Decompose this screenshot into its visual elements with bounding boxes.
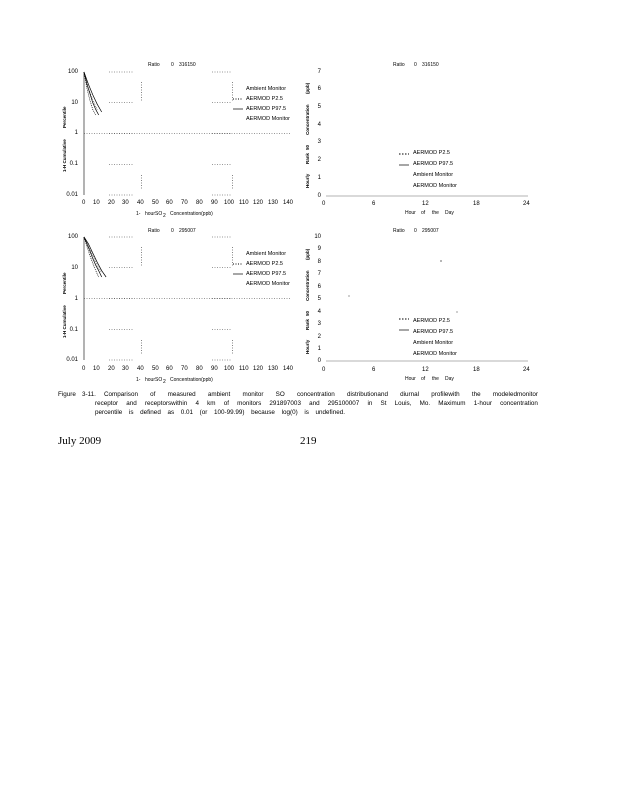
right-chart-2-title-value: 295007 (422, 228, 439, 234)
right-chart-2-xtick: 12 (422, 367, 429, 373)
caption-line-3 (58, 408, 345, 417)
left-chart-2-ytick: 0.01 (66, 357, 78, 363)
left-chart-1-xtick: 50 (152, 200, 159, 206)
left-chart-2-title-label: Ratio (148, 228, 160, 234)
caption-word: log(0) (281, 409, 298, 416)
left-chart-2-series-aermod-p975 (84, 237, 106, 277)
right-chart-1-xtick: 6 (372, 201, 376, 207)
caption-word: SO (275, 391, 285, 398)
caption-word: distributionand (346, 391, 388, 398)
right-chart-1-xtick: 18 (473, 201, 480, 207)
left-chart-2-legend-item: AERMOD Monitor (246, 281, 291, 287)
left-chart-2-title-value: 295007 (179, 228, 196, 234)
right-chart-2-ytick: 6 (317, 284, 321, 290)
right-chart-1-xlabel-part: Hour (405, 210, 416, 216)
caption-word: undefined. (315, 409, 345, 416)
right-chart-2-ytick: 8 (317, 259, 321, 265)
right-chart-2-ytick: 2 (317, 334, 321, 340)
caption-word: receptor (95, 400, 119, 407)
caption-word: Louis, (394, 400, 412, 407)
plot-layer (84, 72, 528, 361)
right-chart-1-ytick: 2 (317, 157, 321, 163)
right-chart-1-ytick: 7 (317, 69, 321, 75)
left-chart-1-xtick: 110 (239, 200, 249, 206)
right-chart-1-xtick: 12 (422, 201, 429, 207)
right-chart-1-ylabel-part: Hourly (305, 173, 310, 188)
caption-word: Mo. (419, 400, 431, 407)
right-chart-2-ylabel-part: Concentration (305, 270, 310, 301)
left-chart-2-ylabel-bottom: 1-H Cumulative (62, 305, 67, 338)
left-chart-2-xtick: 30 (122, 366, 129, 372)
right-chart-1-xlabel-part: of (421, 210, 426, 216)
right-chart-2-data-point (349, 296, 350, 297)
left-chart-2-xtick: 40 (137, 366, 144, 372)
left-chart-2-legend-item: Ambient Monitor (246, 251, 287, 257)
right-chart-2-ytick: 9 (317, 246, 321, 252)
left-chart-2-xlabel-part: 1- (136, 377, 141, 383)
right-chart-2-ylabel-part: (ppb) (305, 248, 310, 260)
left-chart-1-xtick: 10 (93, 200, 100, 206)
caption-word: percentile (95, 409, 123, 416)
caption-word: is (128, 409, 134, 416)
left-chart-1-ytick: 10 (71, 100, 78, 106)
left-chart-2-xtick: 140 (283, 366, 294, 372)
figure-caption (58, 390, 538, 417)
left-chart-2-ytick: 100 (67, 234, 78, 240)
caption-word: receptorswithin (144, 400, 188, 407)
left-chart-2-xtick: 110 (239, 366, 249, 372)
caption-word: 0.01 (180, 409, 194, 416)
right-chart-2-title-label: Ratio (393, 228, 405, 234)
right-chart-1-legend-item: Ambient Monitor (413, 172, 454, 178)
left-chart-1-xtick: 120 (253, 200, 264, 206)
right-chart-1-legend-item: AERMOD P97.5 (413, 161, 454, 167)
left-chart-1-xtick: 140 (283, 200, 294, 206)
left-chart-1-ytick: 0.1 (69, 161, 78, 167)
right-chart-1-ylabel-part: Rank (305, 152, 310, 164)
left-chart-2-title-sep: 0 (171, 228, 174, 234)
left-chart-1-xtick: 0 (82, 200, 86, 206)
right-chart-2-ytick: 0 (317, 358, 321, 364)
left-chart-1-ytick: 1 (74, 130, 78, 136)
caption-word: 295100007 (327, 400, 360, 407)
left-chart-2-ytick: 10 (71, 265, 78, 271)
caption-word: of (223, 400, 229, 407)
caption-word: 291897003 (269, 400, 301, 407)
caption-figure-number: 3-11. (82, 391, 96, 398)
left-chart-2-xlabel-part: Concentration(ppb) (170, 377, 213, 383)
caption-word: ambient (207, 391, 231, 398)
footer-date: July 2009 (58, 435, 102, 447)
left-chart-2-series-aermod-monitor (84, 237, 102, 273)
right-chart-1-xtick: 24 (523, 201, 530, 207)
caption-word: (or (199, 409, 208, 416)
left-chart-1-xlabel-part: hourSO (145, 211, 163, 217)
caption-word: diurnal (400, 391, 420, 398)
right-chart-2-xlabel-part: the (432, 376, 439, 382)
left-chart-2-xlabel-part: hourSO (145, 377, 163, 383)
right-chart-2-ylabel-part: Rank (305, 318, 310, 330)
left-chart-2-xtick: 100 (224, 366, 235, 372)
left-chart-1-xlabel-part: 2 (163, 213, 166, 219)
right-chart-2-ytick: 1 (317, 346, 321, 352)
caption-word: monitors (237, 400, 262, 407)
right-chart-2-xtick: 0 (322, 367, 326, 373)
right-chart-1-title-label: Ratio (393, 62, 405, 68)
caption-word: and (126, 400, 137, 407)
left-chart-1-ytick: 100 (67, 69, 78, 75)
caption-word: because (251, 409, 275, 416)
left-chart-2-xtick: 10 (93, 366, 100, 372)
caption-word: profilewith (431, 391, 460, 398)
left-chart-2-xtick: 20 (108, 366, 115, 372)
caption-word: 4 (195, 400, 199, 407)
left-chart-1-title-label: Ratio (148, 62, 160, 68)
caption-word: of (150, 391, 156, 398)
caption-word: concentration (296, 391, 335, 398)
right-chart-2-data-point (440, 260, 441, 261)
left-chart-2-xtick: 80 (196, 366, 203, 372)
right-chart-2-legend-item: Ambient Monitor (413, 340, 454, 346)
left-chart-1-xtick: 80 (196, 200, 203, 206)
left-chart-1-xtick: 40 (137, 200, 144, 206)
caption-word: the (471, 391, 481, 398)
caption-word: monitor (242, 391, 264, 398)
right-chart-2-xtick: 6 (372, 367, 376, 373)
right-chart-1-xtick: 0 (322, 201, 326, 207)
left-chart-1-legend-item: AERMOD Monitor (246, 116, 291, 122)
caption-line-2 (58, 399, 538, 408)
right-chart-2-legend-item: AERMOD Monitor (413, 351, 458, 357)
left-chart-1-legend-item: AERMOD P2.5 (246, 96, 283, 102)
right-chart-2-ylabel-part: Hourly (305, 339, 310, 354)
left-chart-2-ytick: 0.1 (69, 327, 78, 333)
right-chart-1-ytick: 4 (317, 122, 321, 128)
left-chart-1-xlabel-part: 1- (136, 211, 141, 217)
left-chart-2-xlabel-part: 2 (163, 379, 166, 385)
left-chart-1-xtick: 20 (108, 200, 115, 206)
right-chart-1-ytick: 1 (317, 175, 321, 181)
right-chart-1-legend-item: AERMOD Monitor (413, 183, 458, 189)
left-chart-2-xtick: 50 (152, 366, 159, 372)
left-chart-2-xtick: 90 (211, 366, 218, 372)
left-chart-1-xtick: 130 (268, 200, 279, 206)
right-chart-1-title-sep: 0 (414, 62, 417, 68)
right-chart-2-legend-item: AERMOD P2.5 (413, 318, 450, 324)
left-chart-1-xtick: 100 (224, 200, 235, 206)
right-chart-1-xlabel-part: Day (445, 210, 454, 216)
left-chart-2-ytick: 1 (74, 296, 78, 302)
left-chart-2-series-ambient-monitor (84, 237, 102, 277)
right-chart-2-ytick: 4 (317, 309, 321, 315)
right-chart-1-title-value: 316150 (422, 62, 439, 68)
footer-page-number: 219 (300, 435, 317, 447)
right-chart-1-ytick: 5 (317, 104, 321, 110)
left-chart-2-xtick: 130 (268, 366, 279, 372)
right-chart-2-xtick: 18 (473, 367, 480, 373)
caption-word: defined (140, 409, 161, 416)
right-chart-2-ytick: 3 (317, 321, 321, 327)
left-chart-1-title-sep: 0 (171, 62, 174, 68)
caption-word: measured (167, 391, 196, 398)
left-chart-1-legend-item: AERMOD P97.5 (246, 106, 287, 112)
caption-line-1 (58, 390, 538, 399)
caption-figure-label: Figure (58, 391, 76, 398)
right-chart-1-ytick: 0 (317, 193, 321, 199)
caption-word: concentration (500, 400, 538, 407)
left-chart-1-xtick: 60 (166, 200, 173, 206)
left-chart-1-xlabel-part: Concentration(ppb) (170, 211, 213, 217)
caption-word: modeledmonitor (492, 391, 538, 398)
left-chart-2-legend-item: AERMOD P97.5 (246, 271, 287, 277)
left-chart-1-xtick: 70 (181, 200, 188, 206)
left-chart-1-title-value: 316150 (179, 62, 196, 68)
right-chart-2-legend-item: AERMOD P97.5 (413, 329, 454, 335)
left-chart-2-series-aermod-p25 (84, 237, 99, 277)
caption-word: km (207, 400, 216, 407)
caption-word: in (367, 400, 373, 407)
caption-line-2-words (95, 399, 538, 408)
left-chart-1-series-aermod-p975 (84, 72, 102, 112)
right-chart-2-title-sep: 0 (414, 228, 417, 234)
right-chart-2-xtick: 24 (523, 367, 530, 373)
right-chart-2-ylabel-part: 50 (305, 310, 310, 316)
caption-word: Maximum (438, 400, 466, 407)
right-chart-1-legend-item: AERMOD P2.5 (413, 150, 450, 156)
right-chart-1-ylabel-part: (ppb) (305, 82, 310, 94)
right-chart-2-xlabel-part: Hour (405, 376, 416, 382)
caption-line-1-words (104, 390, 538, 399)
right-chart-1-xlabel-part: the (432, 210, 439, 216)
right-chart-1-ylabel-part: 50 (305, 144, 310, 150)
caption-word: 100-99.99) (214, 409, 245, 416)
left-chart-1-legend-item: Ambient Monitor (246, 86, 287, 92)
caption-word: is (304, 409, 309, 416)
left-chart-2-xtick: 120 (253, 366, 264, 372)
left-chart-2-legend-item: AERMOD P2.5 (246, 261, 283, 267)
caption-word: as (167, 409, 175, 416)
right-chart-1-ytick: 3 (317, 139, 321, 145)
caption-word: and (309, 400, 320, 407)
right-chart-2-ytick: 5 (317, 296, 321, 302)
caption-word: St (380, 400, 387, 407)
right-chart-2-data-point (457, 312, 458, 313)
left-chart-1-ylabel-bottom: 1-H Cumulative (62, 139, 67, 172)
right-chart-2-ytick: 7 (317, 271, 321, 277)
left-chart-2-xtick: 60 (166, 366, 173, 372)
left-chart-2-ylabel-top: Percentile (62, 272, 67, 294)
left-chart-2-xtick: 70 (181, 366, 188, 372)
right-chart-1-ytick: 6 (317, 86, 321, 92)
left-chart-1-xtick: 30 (122, 200, 129, 206)
left-chart-1-ylabel-top: Percentile (62, 106, 67, 128)
right-chart-2-ytick: 10 (314, 234, 321, 240)
left-chart-2-xtick: 0 (82, 366, 86, 372)
caption-word: Comparison (104, 391, 138, 398)
right-chart-2-xlabel-part: Day (445, 376, 454, 382)
caption-line-3-words (95, 408, 345, 417)
left-chart-1-ytick: 0.01 (66, 192, 78, 198)
caption-word: 1-hour (473, 400, 492, 407)
right-chart-2-xlabel-part: of (421, 376, 426, 382)
left-chart-1-xtick: 90 (211, 200, 218, 206)
right-chart-1-ylabel-part: Concentration (305, 104, 310, 135)
